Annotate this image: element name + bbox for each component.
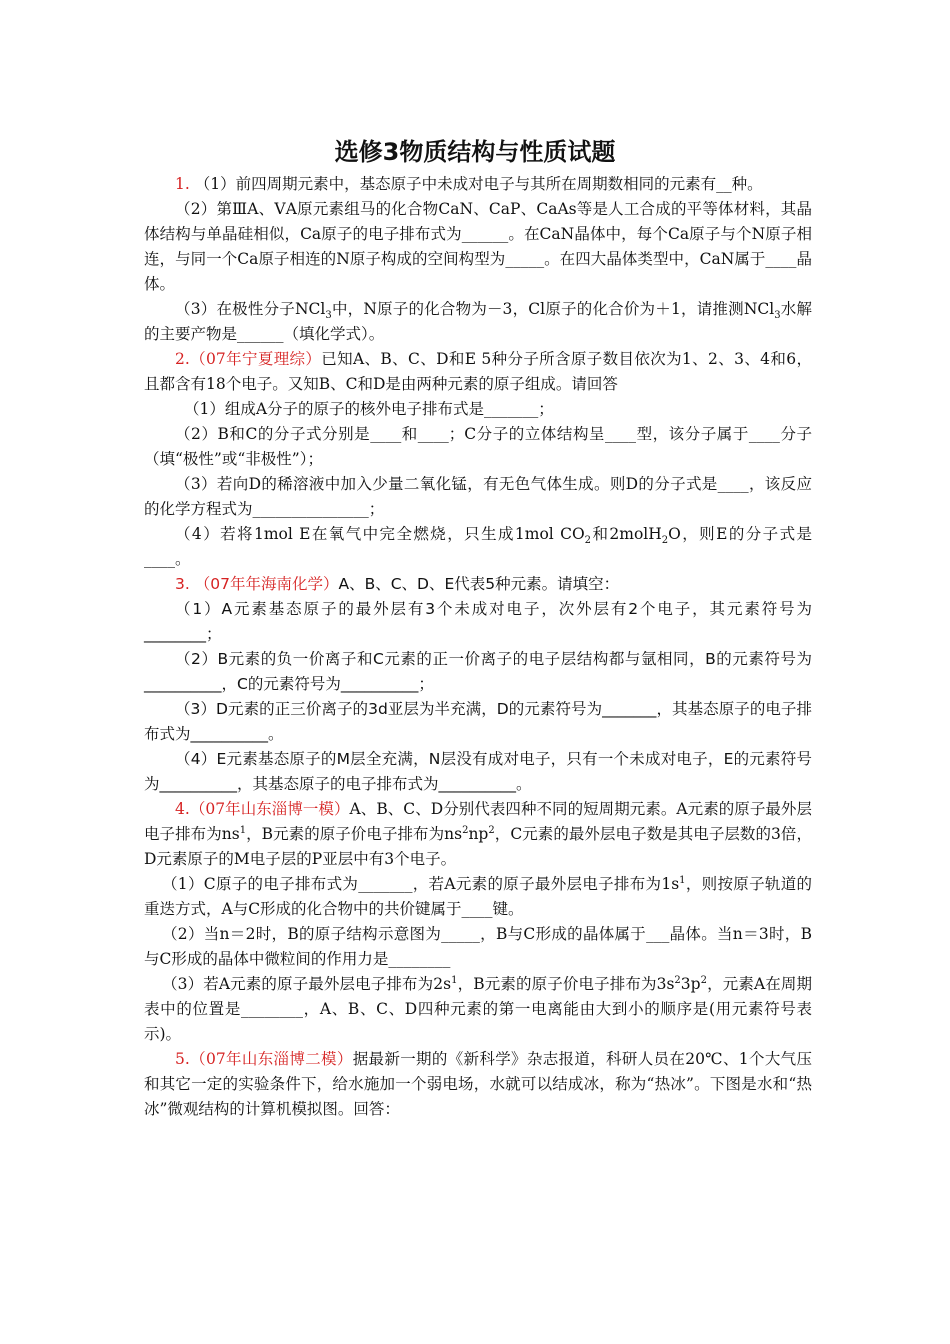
q4-part2: （2）当n＝2时，B的原子结构示意图为_____，B与C形成的晶体属于___晶体。当n＝3时，B与C形成的晶体中微粒间的作用力是________	[144, 925, 812, 968]
q5-intro: 5.（07年山东淄博二模）据最新一期的《新科学》杂志报道，科研人员在20℃、1个大气压和其它一定的实验条件下，给水施加一个弱电场，水就可以结成冰，称为“热冰”。下图是水和“热冰”微观结构的计算机模拟图。回答：	[144, 1050, 812, 1118]
q2-part2: （2）B和C的分子式分别是____和____；C分子的立体结构呈____型，该分子属于____分子（填“极性”或“非极性”）；	[144, 425, 812, 468]
q4-part3: （3）若A元素的原子最外层电子排布为$2s^1$，B元素的原子价电子排布为$3s^23p^2$，元素A在周期表中的位置是________，A、B、C、D四种元素的第一电离能由大到小的顺序是(用元素符号表示)。	[144, 974, 813, 1043]
document-body	[144, 172, 812, 1122]
q3-intro: 3. （07年年海南化学）A、B、C、D、E代表5种元素。请填空：	[175, 575, 620, 593]
q4-number: 4.	[175, 800, 190, 818]
q3-part1: （1）A元素基态原子的最外层有3个未成对电子，次外层有2个电子，其元素符号为________；	[144, 600, 812, 643]
q3-part4: （4）E元素基态原子的M层全充满，N层没有成对电子，只有一个未成对电子，E的元素符号为__________，其基态原子的电子排布式为__________。	[144, 750, 812, 793]
q2-part1: （1）组成A分子的原子的核外电子排布式是_______；	[184, 400, 554, 418]
q2-source: （07年宁夏理综）	[189, 350, 322, 368]
q2-intro: 2.（07年宁夏理综）已知A、B、C、D和E 5种分子所含原子数目依次为1、2、3、4和6，且都含有18个电子。又知B、C和D是由两种元素的原子组成。请回答	[144, 350, 812, 393]
q1-part2: （2）第ⅢA、ⅤA原元素组马的化合物CaN、CaP、CaAs等是人工合成的平等体材料，其晶体结构与单晶硅相似，Ca原子的电子排布式为______。在CaN晶体中，每个Ca原子与个N原子相连，与同一个Ca原子相连的N原子构成的空间构型为_____。在四大晶体类型中，CaN属于____晶体。	[144, 200, 812, 293]
q4-intro: 4.（07年山东淄博一模）A、B、C、D分别代表四种不同的短周期元素。A元素的原子最外层电子排布为$ns^1$，B元素的原子价电子排布为$ns^2np^2$，C元素的最外层电子数是其电子层数的3倍，D元素原子的M电子层的P亚层中有3个电子。	[144, 800, 812, 868]
q4-part1: （1）C原子的电子排布式为_______，若A元素的原子最外层电子排布为$1s^1$，则按原子轨道的重迭方式，A与C形成的化合物中的共价键属于____键。	[144, 874, 812, 918]
q4-source: （07年山东淄博一模）	[189, 800, 350, 818]
q3-part3: （3）D元素的正三价离子的3d亚层为半充满，D的元素符号为_______，其基态原子的电子排布式为__________。	[144, 700, 812, 743]
q2-part3: （3）若向D的稀溶液中加入少量二氧化锰，有无色气体生成。则D的分子式是____，该反应的化学方程式为_______________；	[144, 475, 812, 518]
q3-source: （07年年海南化学）	[194, 575, 339, 593]
q1-number: 1.	[175, 175, 190, 193]
q2-part4: （4）若将1mol E在氧气中完全燃烧，只生成1mol $CO_2$和2molH$_2$O，则E的分子式是____。	[144, 525, 812, 568]
q3-number: 3.	[175, 575, 190, 593]
q5-source: （07年山东淄博二模）	[189, 1050, 353, 1068]
page-title: 选修3物质结构与性质试题	[334, 138, 616, 166]
q3-part2: （2）B元素的负一价离子和C元素的正一价离子的电子层结构都与氩相同，B的元素符号为__________，C的元素符号为__________；	[144, 650, 812, 693]
q1-part1: 1. （1）前四周期元素中，基态原子中未成对电子与其所在周期数相同的元素有__种。	[175, 175, 763, 193]
q5-number: 5.	[175, 1050, 190, 1068]
q1-part3: （3）在极性分子NCl$_3$中，N原子的化合物为－3，Cl原子的化合价为＋1，请推测NCl$_3$水解的主要产物是______（填化学式）。	[144, 300, 812, 343]
q2-number: 2.	[175, 350, 190, 368]
